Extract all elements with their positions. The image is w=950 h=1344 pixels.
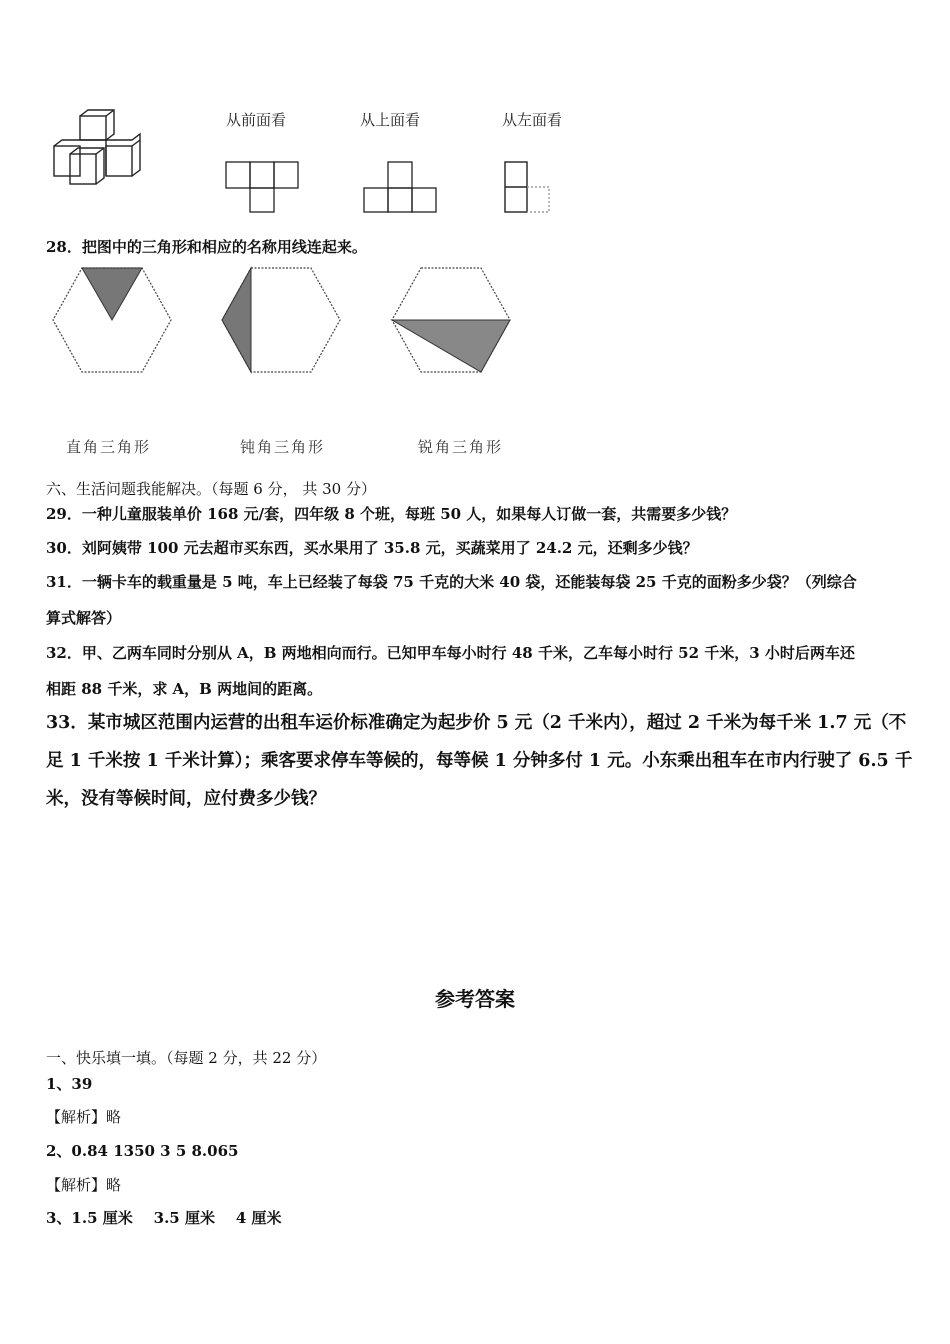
q31-text-line2: 算式解答）: [46, 609, 122, 627]
q31-text-line1: 31．一辆卡车的载重量是 5 吨，车上已经装了每袋 75 千克的大米 40 袋，还能装每袋 25 千克的面粉多少袋？（列综合: [46, 573, 857, 591]
q29-text: 29．一种儿童服装单价 168 元/套，四年级 8 个班，每班 50 人，如果每人订做一套，共需要多少钱？: [46, 505, 737, 523]
view-label-front: 从前面看: [226, 111, 287, 129]
q32-text-line1: 32．甲、乙两车同时分别从 A，B 两地相向而行。已知甲车每小时行 48 千米，乙车每小时行 52 千米，3 小时后两车还: [46, 644, 855, 662]
q32-text-line2: 相距 88 千米，求 A，B 两地间的距离。: [46, 680, 323, 698]
answer-1: 1、39: [46, 1075, 93, 1093]
answer-3: 3、1.5 厘米 3.5 厘米 4 厘米: [46, 1209, 282, 1227]
q30-text: 30．刘阿姨带 100 元去超市买东西，买水果用了 35.8 元，买蔬菜用了 24.2 元，还剩多少钱？: [46, 539, 698, 557]
analysis-1: 【解析】略: [46, 1108, 122, 1126]
answer-2: 2、0.84 1350 3 5 8.065: [46, 1142, 239, 1160]
analysis-2: 【解析】略: [46, 1176, 122, 1194]
label-acute-triangle: 锐角三角形: [418, 438, 504, 456]
answers-section1-header: 一、快乐填一填。（每题 2 分，共 22 分）: [46, 1049, 327, 1067]
left-view-figure: [503, 160, 563, 216]
q28-question: 28．把图中的三角形和相应的名称用线连起来。: [46, 238, 367, 256]
hexagon-right-triangle: [50, 265, 174, 375]
section6-header: 六、生活问题我能解决。（每题 6 分， 共 30 分）: [46, 480, 376, 498]
hexagon-obtuse-triangle: [219, 265, 343, 375]
hexagon-acute-triangle: [389, 265, 513, 375]
answers-title: 参考答案: [435, 987, 515, 1011]
top-view-figure: [362, 160, 442, 216]
label-obtuse-triangle: 钝角三角形: [240, 438, 326, 456]
label-right-triangle: 直角三角形: [66, 438, 152, 456]
view-label-top: 从上面看: [360, 111, 421, 129]
q33-text: 33．某市城区范围内运营的出租车运价标准确定为起步价 5 元（2 千米内），超过 2 千米为每千米 1.7 元（不足 1 千米按 1 千米计算）；乘客要求停车等候的，每等候 1 分钟多付 1 元。小东乘出租车在市内行驶了 6.5 千米，没有等候时间，应付费多少钱？: [46, 713, 913, 809]
view-label-left: 从左面看: [502, 111, 563, 129]
cube-stack-figure: [48, 108, 148, 188]
front-view-figure: [224, 160, 304, 216]
